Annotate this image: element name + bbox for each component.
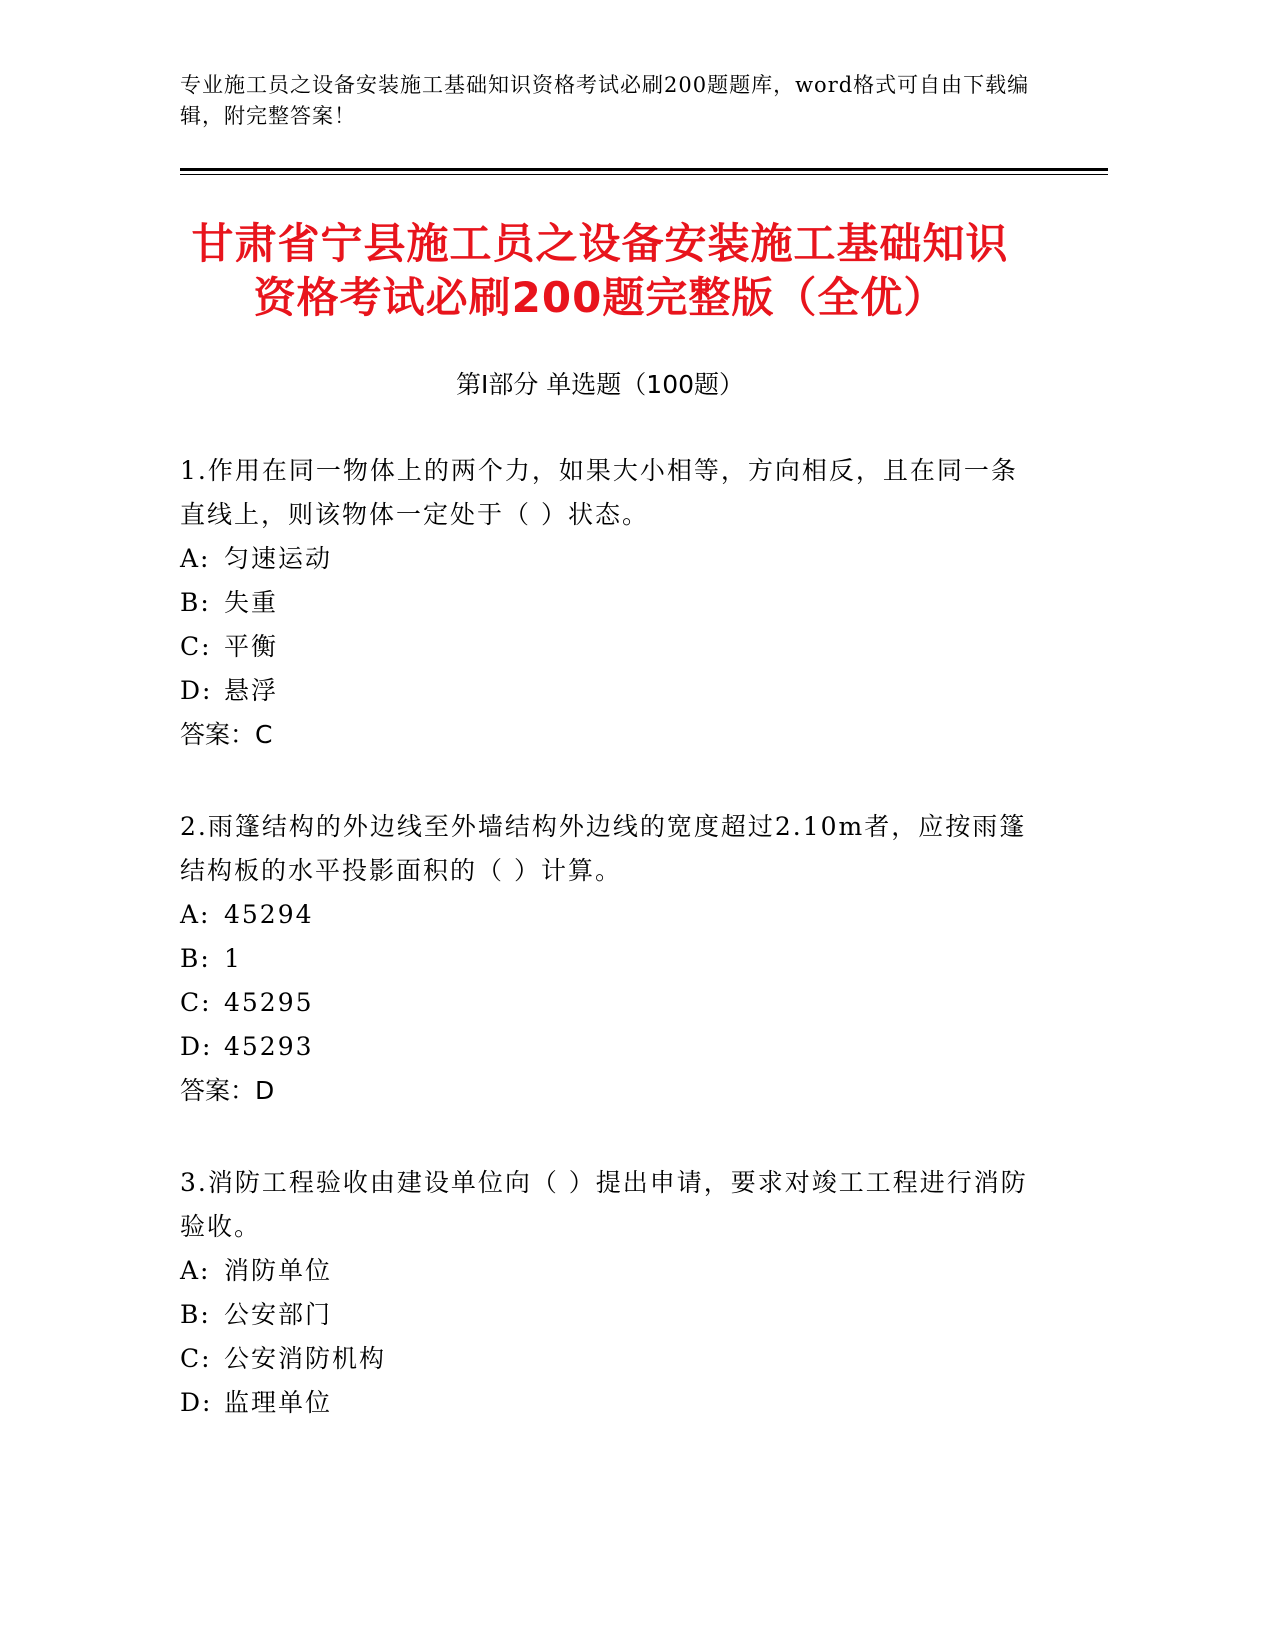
option-letter: D: bbox=[180, 676, 213, 705]
option-text: 45294 bbox=[224, 900, 314, 929]
option-letter: D: bbox=[180, 1388, 213, 1417]
question-item bbox=[180, 1161, 1110, 1425]
option-text: 公安部门 bbox=[224, 1300, 333, 1329]
option-letter: B: bbox=[180, 944, 211, 973]
option-letter: A: bbox=[180, 544, 211, 573]
question-item bbox=[180, 449, 1110, 757]
option-text: 失重 bbox=[224, 588, 279, 617]
option-d bbox=[180, 1025, 1110, 1069]
option-c bbox=[180, 625, 1110, 669]
question-stem: 2.雨篷结构的外边线至外墙结构外边线的宽度超过2.10m者，应按雨篷结构板的水平投影面积的（ ）计算。 bbox=[180, 812, 1027, 885]
option-d bbox=[180, 669, 1110, 713]
question-stem: 1.作用在同一物体上的两个力，如果大小相等，方向相反，且在同一条直线上，则该物体一定处于（ ）状态。 bbox=[180, 456, 1018, 529]
option-text: 平衡 bbox=[224, 632, 279, 661]
divider-thin-line bbox=[180, 174, 1108, 175]
option-c bbox=[180, 981, 1110, 1025]
document-title: 甘肃省宁县施工员之设备安装施工基础知识资格考试必刷200题完整版（全优） bbox=[191, 219, 1009, 322]
answer-line: 答案：D bbox=[180, 1076, 275, 1105]
document-page bbox=[180, 70, 1110, 1425]
option-b bbox=[180, 1293, 1110, 1337]
option-letter: B: bbox=[180, 588, 211, 617]
option-a bbox=[180, 537, 1110, 581]
option-letter: C: bbox=[180, 632, 212, 661]
option-letter: B: bbox=[180, 1300, 211, 1329]
option-text: 45295 bbox=[224, 988, 314, 1017]
option-letter: A: bbox=[180, 900, 211, 929]
header-divider bbox=[180, 168, 1108, 175]
option-a bbox=[180, 1249, 1110, 1293]
option-letter: C: bbox=[180, 1344, 212, 1373]
option-b bbox=[180, 937, 1110, 981]
option-c bbox=[180, 1337, 1110, 1381]
option-text: 消防单位 bbox=[224, 1256, 333, 1285]
option-d bbox=[180, 1381, 1110, 1425]
option-text: 1 bbox=[224, 944, 242, 973]
option-text: 匀速运动 bbox=[224, 544, 333, 573]
option-text: 公安消防机构 bbox=[224, 1344, 387, 1373]
divider-thick-line bbox=[180, 168, 1108, 171]
question-item bbox=[180, 805, 1110, 1113]
question-stem: 3.消防工程验收由建设单位向（ ）提出申请，要求对竣工工程进行消防验收。 bbox=[180, 1168, 1028, 1241]
option-text: 45293 bbox=[224, 1032, 314, 1061]
option-letter: C: bbox=[180, 988, 212, 1017]
option-letter: A: bbox=[180, 1256, 211, 1285]
option-b bbox=[180, 581, 1110, 625]
option-letter: D: bbox=[180, 1032, 213, 1061]
option-text: 监理单位 bbox=[224, 1388, 333, 1417]
option-a bbox=[180, 893, 1110, 937]
option-text: 悬浮 bbox=[224, 676, 279, 705]
section-heading: 第I部分 单选题（100题） bbox=[455, 370, 745, 399]
header-note: 专业施工员之设备安装施工基础知识资格考试必刷200题题库，word格式可自由下载编辑，附完整答案！ bbox=[180, 73, 1030, 128]
answer-line: 答案：C bbox=[180, 720, 273, 749]
